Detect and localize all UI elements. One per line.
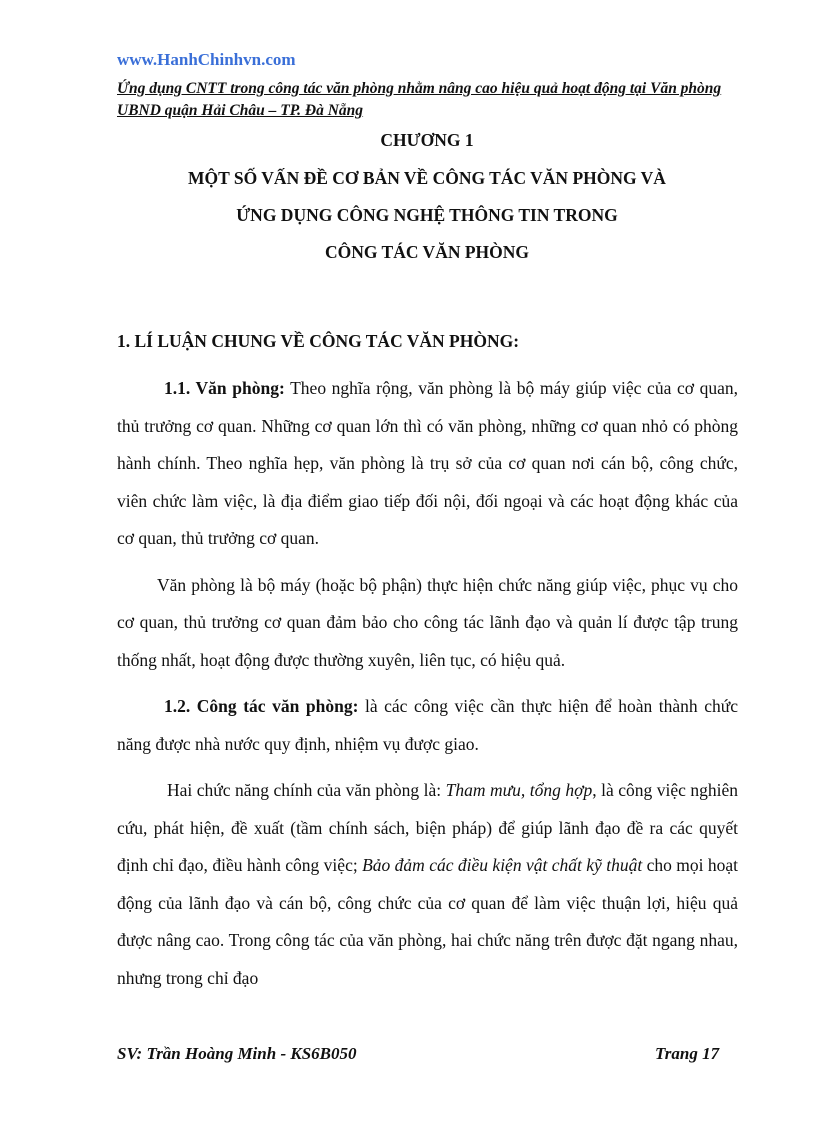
paragraph-van-phong-definition: [117, 567, 738, 680]
paragraph-chuc-nang: [117, 772, 738, 997]
paragraph-label: 1.2. Công tác văn phòng:: [164, 696, 359, 716]
paragraph-text: Văn phòng là bộ máy (hoặc bộ phận) thực hiện chức năng giúp việc, phục vụ cho cơ quan, thủ trưởng cơ quan đảm bảo cho công tác lãnh đạo và quản lí được tập trung thống nhất, hoạt động được thường xuyên, liên tục, có hiệu quả.: [117, 574, 738, 670]
header-url[interactable]: www.HanhChinhvn.com: [117, 50, 296, 69]
paragraph-label: 1.1. Văn phòng:: [164, 378, 285, 398]
chapter-title-line-2: ỨNG DỤNG CÔNG NGHỆ THÔNG TIN TRONG: [236, 205, 618, 225]
paragraph-text: là các công việc cần thực hiện để hoàn thành chức năng được nhà nước quy định, nhiệm vụ được giao.: [117, 696, 738, 754]
header-document-title: Ứng dụng CNTT trong công tác văn phòng nhằm nâng cao hiệu quả hoạt động tại Văn phòng UBND quận Hải Châu – TP. Đà Nẵng: [117, 80, 722, 119]
body-text: [117, 370, 738, 1006]
section-heading: 1. LÍ LUẬN CHUNG VỀ CÔNG TÁC VĂN PHÒNG:: [117, 331, 520, 351]
footer-author: SV: Trần Hoàng Minh - KS6B050: [117, 1044, 357, 1063]
chapter-number: CHƯƠNG 1: [380, 130, 474, 150]
chapter-title-line-3: CÔNG TÁC VĂN PHÒNG: [324, 242, 530, 262]
emphasis-text: Bảo đảm các điều kiện vật chất kỹ thuật: [362, 855, 643, 875]
paragraph-cong-tac-van-phong: [117, 688, 738, 763]
paragraph-text: , là công việc nghiên cứu, phát hiện, đề xuất (tầm chính sách, biện pháp) để giúp lãnh đạo đề ra các quyết định chỉ đạo, điều hành công việc;: [117, 780, 738, 875]
paragraph-text: cho mọi hoạt động của lãnh đạo và cán bộ, công chức của cơ quan để làm việc thuận lợi, hiệu quả được nâng cao. Trong công tác của văn phòng, hai chức năng trên được đặt ngang nhau, nhưng trong chỉ đạo: [117, 855, 739, 988]
paragraph-van-phong: [117, 370, 738, 558]
paragraph-text: Theo nghĩa rộng, văn phòng là bộ máy giúp việc của cơ quan, thủ trưởng cơ quan. Những cơ quan lớn thì có văn phòng, những cơ quan nhỏ có phòng hành chính. Theo nghĩa hẹp, văn phòng là trụ sở của cơ quan nơi cán bộ, công chức, viên chức làm việc, là địa điểm giao tiếp đối nội, đối ngoại và các hoạt động khác của cơ quan, thủ trưởng cơ quan.: [117, 378, 738, 548]
footer-page-number: Trang 17: [655, 1044, 720, 1063]
emphasis-text: Tham mưu, tổng hợp: [445, 780, 593, 800]
chapter-title-line-1: MỘT SỐ VẤN ĐỀ CƠ BẢN VỀ CÔNG TÁC VĂN PHÒNG VÀ: [188, 168, 666, 188]
paragraph-text: Hai chức năng chính của văn phòng là:: [167, 780, 446, 800]
